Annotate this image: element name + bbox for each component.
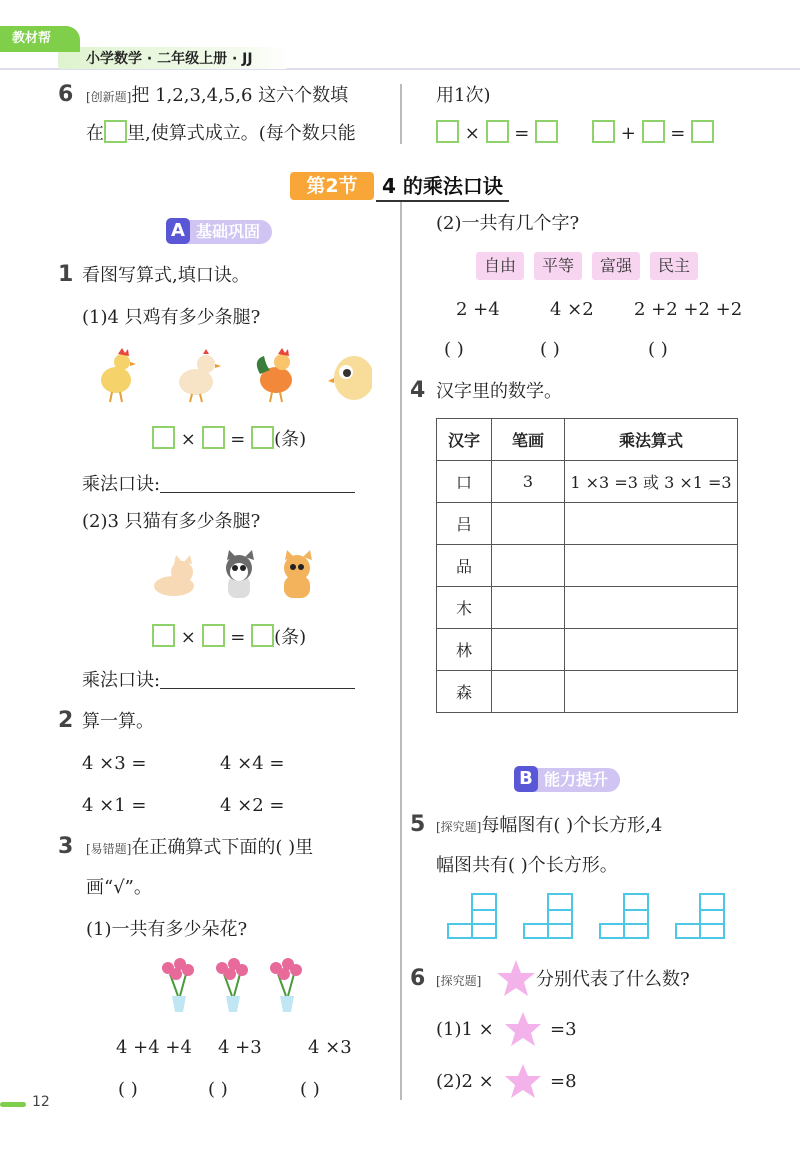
book-title: 小学数学 · 二年级上册 · JJ xyxy=(86,51,253,67)
level-b-pill xyxy=(514,768,620,792)
question-tag: [易错题] xyxy=(86,842,132,856)
answer-box[interactable] xyxy=(152,426,175,449)
flower-vases-image xyxy=(158,956,318,1014)
answer-paren[interactable]: ( ) xyxy=(208,1079,228,1100)
expression-option: 4 ×3 xyxy=(308,1037,352,1058)
answer-box[interactable] xyxy=(436,120,459,143)
answer-cell[interactable] xyxy=(492,545,565,587)
answer-paren[interactable]: ( ) xyxy=(300,1079,320,1100)
rhyme-row: 乘法口诀: xyxy=(82,472,355,497)
word-tag: 自由 xyxy=(476,252,524,280)
section-badge: 第2节 xyxy=(290,172,374,200)
sub-question: (1)1 × xyxy=(436,1019,494,1040)
chicken-icon xyxy=(101,348,136,402)
brand-logo: 教材帮 xyxy=(0,26,80,52)
section-title: 4 的乘法口诀 xyxy=(376,172,509,202)
table-cell: 1 ×3 =3 或 3 ×1 =3 xyxy=(565,461,738,503)
question-number: 1 xyxy=(58,262,74,287)
sub-question: (2)2 × xyxy=(436,1071,494,1092)
calc-item: 4 ×4 = xyxy=(220,753,285,774)
equation-multiply: × = xyxy=(436,120,558,146)
table-cell: 品 xyxy=(437,545,492,587)
equation-result: =8 xyxy=(550,1071,577,1092)
answer-box[interactable] xyxy=(535,120,558,143)
chick-icon xyxy=(328,356,372,400)
level-letter: A xyxy=(166,218,190,244)
cat-icon xyxy=(154,555,194,596)
sub-question: (1)4 只鸡有多少条腿? xyxy=(82,307,261,328)
answer-cell[interactable] xyxy=(492,629,565,671)
flower-vase-icon xyxy=(162,958,194,1012)
answer-box[interactable] xyxy=(592,120,615,143)
rectangle-figure xyxy=(676,894,724,938)
level-label: 能力提升 xyxy=(544,770,609,789)
equation-result: =3 xyxy=(550,1019,577,1040)
answer-cell[interactable] xyxy=(492,587,565,629)
word-tag: 平等 xyxy=(534,252,582,280)
table-row xyxy=(437,587,738,629)
answer-box[interactable] xyxy=(251,624,274,647)
table-row xyxy=(437,629,738,671)
question-text: 算一算。 xyxy=(82,711,154,732)
table-cell: 林 xyxy=(437,629,492,671)
answer-paren[interactable]: ( ) xyxy=(540,339,560,360)
question-tag: [探究题] xyxy=(436,974,482,988)
question-text: 汉字里的数学。 xyxy=(436,381,562,402)
table-cell: 木 xyxy=(437,587,492,629)
star-icon xyxy=(496,958,536,998)
page-number: 12 xyxy=(32,1094,50,1110)
question-number: 3 xyxy=(58,834,74,859)
equation-row: × = (条) xyxy=(152,426,306,452)
answer-cell[interactable] xyxy=(565,587,738,629)
rhyme-row: 乘法口诀: xyxy=(82,668,355,693)
table-row xyxy=(437,671,738,713)
equation-row: × = (条) xyxy=(152,624,306,650)
question-text-line2: 幅图共有( )个长方形。 xyxy=(436,855,618,876)
question-tag: [探究题] xyxy=(436,820,482,834)
question-text: [探究题]每幅图有( )个长方形,4 xyxy=(436,815,663,836)
calc-item: 4 ×1 = xyxy=(82,795,147,816)
level-label: 基础巩固 xyxy=(196,222,261,241)
answer-box[interactable] xyxy=(202,624,225,647)
answer-cell[interactable] xyxy=(492,671,565,713)
flower-vase-icon xyxy=(270,958,302,1012)
sub-question: (2)3 只猫有多少条腿? xyxy=(82,511,261,532)
answer-box[interactable] xyxy=(642,120,665,143)
expression-option: 2 +2 +2 +2 xyxy=(634,299,743,320)
star-icon xyxy=(504,1062,542,1100)
answer-box[interactable] xyxy=(152,624,175,647)
answer-paren[interactable]: ( ) xyxy=(118,1079,138,1100)
column-divider xyxy=(400,200,402,1100)
answer-cell[interactable] xyxy=(565,545,738,587)
footer-bar xyxy=(0,1102,26,1107)
answer-cell[interactable] xyxy=(565,671,738,713)
table-cell: 森 xyxy=(437,671,492,713)
rooster-icon xyxy=(257,348,292,402)
table-row xyxy=(437,545,738,587)
word-tag: 民主 xyxy=(650,252,698,280)
expression-option: 2 +4 xyxy=(456,299,500,320)
answer-box[interactable] xyxy=(202,426,225,449)
calc-item: 4 ×3 = xyxy=(82,753,147,774)
question-number: 6 xyxy=(58,82,74,107)
table-header: 汉字 xyxy=(437,419,492,461)
rectangle-figures xyxy=(444,890,734,942)
answer-line[interactable] xyxy=(160,472,355,493)
cat-icon xyxy=(226,550,254,598)
table-cell: 口 xyxy=(437,461,492,503)
chicken-icon xyxy=(179,349,221,402)
question-text: [创新题]把 1,2,3,4,5,6 这六个数填 xyxy=(86,85,349,106)
table-row xyxy=(437,503,738,545)
expression-option: 4 ×2 xyxy=(550,299,594,320)
expression-option: 4 +4 +4 xyxy=(116,1037,192,1058)
question-tag: [创新题] xyxy=(86,90,132,104)
question-text-line2: 画“√”。 xyxy=(86,877,152,898)
answer-box[interactable] xyxy=(691,120,714,143)
answer-line[interactable] xyxy=(160,668,355,689)
question-number: 6 xyxy=(410,966,426,991)
question-number: 4 xyxy=(410,378,426,403)
sub-question: (1)一共有多少朵花? xyxy=(86,919,248,940)
rectangle-figure xyxy=(600,894,648,938)
rectangle-figure xyxy=(524,894,572,938)
table-header-row xyxy=(437,419,738,461)
answer-cell[interactable] xyxy=(492,503,565,545)
answer-box[interactable] xyxy=(486,120,509,143)
table-header: 乘法算式 xyxy=(565,419,738,461)
answer-paren[interactable]: ( ) xyxy=(444,339,464,360)
cat-images xyxy=(150,548,320,604)
level-letter: B xyxy=(514,766,538,792)
answer-box[interactable] xyxy=(104,120,127,143)
cat-icon xyxy=(284,550,312,598)
character-table xyxy=(436,418,738,713)
flower-vase-icon xyxy=(216,958,248,1012)
question-number: 5 xyxy=(410,812,426,837)
table-row xyxy=(437,461,738,503)
question-number: 2 xyxy=(58,708,74,733)
equation-add: + = xyxy=(592,120,714,146)
question-text: 分别代表了什么数? xyxy=(536,969,690,990)
answer-paren[interactable]: ( ) xyxy=(648,339,668,360)
table-cell: 3 xyxy=(492,461,565,503)
answer-cell[interactable] xyxy=(565,503,738,545)
sub-question: (2)一共有几个字? xyxy=(436,213,580,234)
column-divider-top xyxy=(400,84,402,144)
word-tag: 富强 xyxy=(592,252,640,280)
answer-box[interactable] xyxy=(251,426,274,449)
rectangle-figure xyxy=(448,894,496,938)
question-text: 看图写算式,填口诀。 xyxy=(82,265,250,286)
chicken-images xyxy=(92,344,372,406)
table-header: 笔画 xyxy=(492,419,565,461)
star-icon xyxy=(504,1010,542,1048)
calc-item: 4 ×2 = xyxy=(220,795,285,816)
question-text-line3: 用1次) xyxy=(436,85,491,106)
question-text: [易错题]在正确算式下面的( )里 xyxy=(86,837,314,858)
expression-option: 4 +3 xyxy=(218,1037,262,1058)
table-cell: 吕 xyxy=(437,503,492,545)
answer-cell[interactable] xyxy=(565,629,738,671)
question-tag-wrap xyxy=(436,968,481,993)
question-text-line2: 在 里,使算式成立。(每个数只能 xyxy=(86,120,356,146)
level-a-pill xyxy=(166,220,272,244)
